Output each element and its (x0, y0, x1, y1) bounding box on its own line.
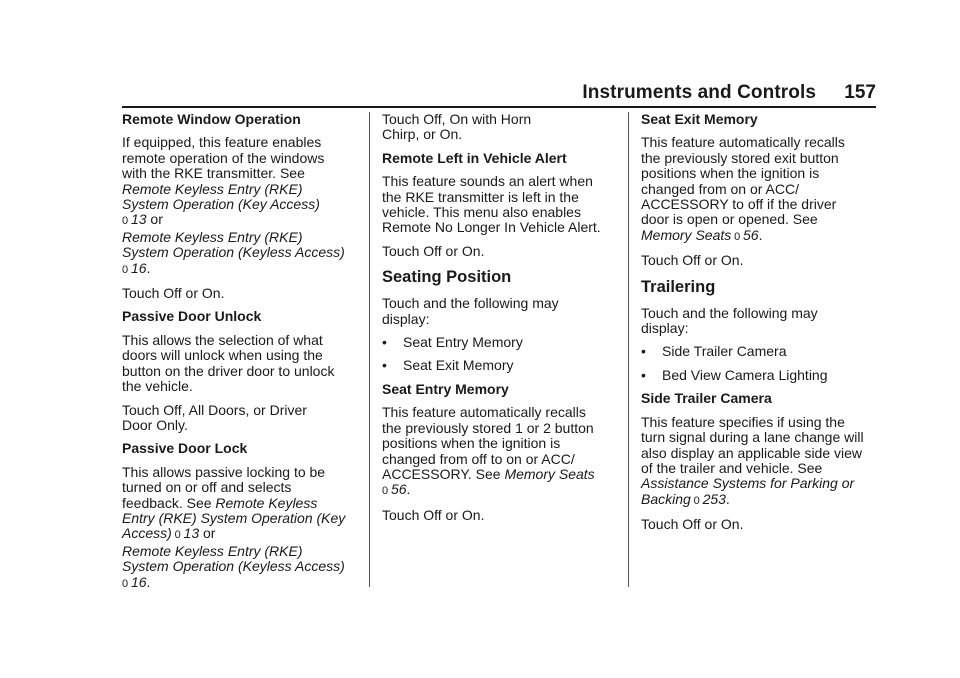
list-item: • Seat Exit Memory (382, 357, 514, 374)
page-ref-icon: 0 (734, 230, 741, 243)
paragraph: Touch Off or On. (641, 516, 744, 533)
heading-seating-position: Seating Position (382, 268, 512, 287)
paragraph: Touch and the following may display: (382, 295, 559, 327)
page-ref-icon: 0 (382, 485, 389, 498)
list-item: • Bed View Camera Lighting (641, 366, 828, 383)
paragraph: If equipped, this feature enables remote operation of the windows with the RKE transmitter. See Remote Keyless Entry (RKE) System Operation (Key Access) 0 13 or Remote Keyless Entry (RKE) System Operation (Keyless Access) 0 16. (122, 134, 345, 276)
bullet-icon: • (641, 343, 646, 360)
bullet-icon: • (641, 366, 646, 383)
paragraph: This feature sounds an alert when the RKE transmitter is left in the vehicle. This menu also enables Remote No Longer In Vehicle Alert. (382, 173, 601, 236)
paragraph: Touch and the following may display: (641, 304, 818, 337)
heading-passive-door-unlock: Passive Door Unlock (122, 308, 262, 325)
paragraph: Touch Off, All Doors, or Driver Door Only. (122, 401, 307, 433)
bullet-icon: • (382, 357, 387, 374)
heading-seat-entry-memory: Seat Entry Memory (382, 380, 509, 397)
heading-side-trailer-camera: Side Trailer Camera (641, 390, 772, 407)
cross-reference-link[interactable]: Remote Keyless Entry (RKE) System Operation (Keyless Access) 0 16 (122, 228, 345, 276)
paragraph: This allows the selection of what doors will unlock when using the button on the driver door to unlock the vehicle. (122, 331, 335, 395)
cross-reference-link[interactable]: Remote Keyless Entry (RKE) System Operation (Key Access) 0 13 (122, 180, 320, 228)
list-item: • Seat Entry Memory (382, 334, 523, 351)
paragraph: This feature automatically recalls the previously stored exit button positions when the ignition is changed from on or ACC/ ACCESSORY to off if the driver door is open or opened. See Memory Seats 0 56. (641, 134, 845, 243)
paragraph: This allows passive locking to be turned on or off and selects feedback. See Remote Keyless Entry (RKE) System Operation (Key Access) 0 13 or Remote Keyless Entry (RKE) System Operation (Keyless Access) 0 16. (122, 463, 346, 590)
heading-seat-exit-memory: Seat Exit Memory (641, 111, 758, 127)
page-ref-icon: 0 (174, 529, 181, 542)
column-divider (369, 112, 370, 587)
section-title: Instruments and Controls (582, 82, 816, 103)
page-ref-icon: 0 (122, 577, 129, 590)
page-ref-icon: 0 (693, 494, 700, 507)
paragraph: Touch Off, On with Horn Chirp, or On. (382, 111, 532, 143)
header-rule (122, 106, 876, 108)
cross-reference-link[interactable]: Memory Seats 0 56 (382, 465, 595, 498)
page-header (122, 80, 876, 108)
column-2 (382, 112, 618, 531)
cross-reference-link[interactable]: Remote Keyless Entry (RKE) System Operation (Key Access) 0 13 (122, 494, 346, 542)
heading-passive-door-lock: Passive Door Lock (122, 440, 248, 457)
paragraph: Touch Off or On. (641, 252, 744, 269)
paragraph: This feature specifies if using the turn signal during a lane change will also display an applicable side view of the trailer and vehicle. See Assistance Systems for Parking or Backing 0 253. (641, 413, 864, 507)
column-1 (122, 112, 358, 600)
bullet-icon: • (382, 334, 387, 351)
page-ref-icon: 0 (122, 215, 129, 228)
list-item: • Side Trailer Camera (641, 343, 787, 360)
heading-remote-window-operation: Remote Window Operation (122, 111, 301, 127)
column-3 (641, 112, 877, 541)
cross-reference-link[interactable]: Remote Keyless Entry (RKE) System Operation (Keyless Access) 0 16 (122, 542, 345, 590)
paragraph: Touch Off or On. (382, 242, 485, 259)
page-number: 157 (844, 82, 876, 103)
column-divider (628, 112, 629, 587)
heading-remote-left-in-vehicle-alert: Remote Left in Vehicle Alert (382, 149, 567, 166)
paragraph: This feature automatically recalls the previously stored 1 or 2 button positions when the ignition is changed from off to on or ACC/ ACCESSORY. See Memory Seats 0 56. (382, 404, 595, 498)
paragraph: Touch Off or On. (122, 285, 225, 302)
cross-reference-link[interactable]: Memory Seats 0 56 (641, 226, 759, 243)
cross-reference-link[interactable]: Assistance Systems for Parking or Backing 0 253 (641, 475, 855, 507)
paragraph: Touch Off or On. (382, 506, 485, 523)
heading-trailering: Trailering (641, 277, 716, 296)
page-ref-icon: 0 (122, 263, 129, 276)
